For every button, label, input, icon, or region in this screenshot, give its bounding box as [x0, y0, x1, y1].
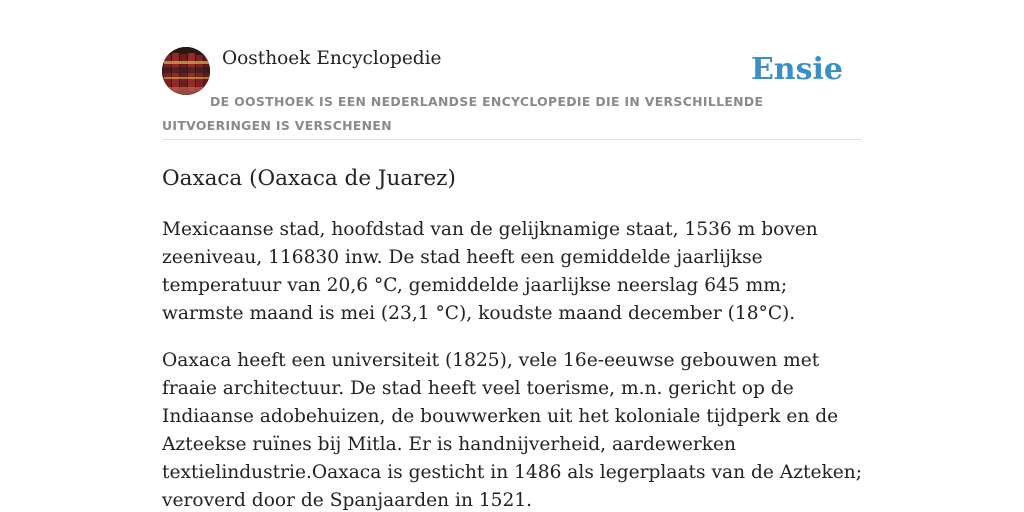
site-header [162, 46, 862, 140]
article-paragraph: Oaxaca heeft een universiteit (1825), vele 16e-eeuwse gebouwen met fraaie architectuur. De stad heeft veel toerisme, m.n. gericht op de Indiaanse adobehuizen, de bouwwerken uit het koloniale tijdperk en de Azteekse ruïnes bij Mitla. Er is handnijverheid, aardewerken textielindustrie.Oaxaca is gesticht in 1486 als legerplaats van de Azteken; veroverd door de Spanjaarden in 1521. [162, 350, 862, 511]
site-tagline: DE OOSTHOEK IS EEN NEDERLANDSE ENCYCLOPEDIE DIE IN VERSCHILLENDE UITVOERINGEN IS VERSCHENEN [162, 94, 764, 133]
encyclopedia-books-icon[interactable] [162, 47, 210, 95]
site-title[interactable]: Oosthoek Encyclopedie [222, 48, 442, 69]
article-paragraph: Mexicaanse stad, hoofdstad van de gelijknamige staat, 1536 m boven zeeniveau, 116830 inw. De stad heeft een gemiddelde jaarlijkse temperatuur van 20,6 °C, gemiddelde jaarlijkse neerslag 645 mm; warmste maand is mei (23,1 °C), koudste maand december (18°C). [162, 219, 818, 324]
article-title: Oaxaca (Oaxaca de Juarez) [162, 166, 456, 191]
ensie-logo[interactable]: Ensie [750, 52, 843, 87]
article [162, 164, 862, 512]
